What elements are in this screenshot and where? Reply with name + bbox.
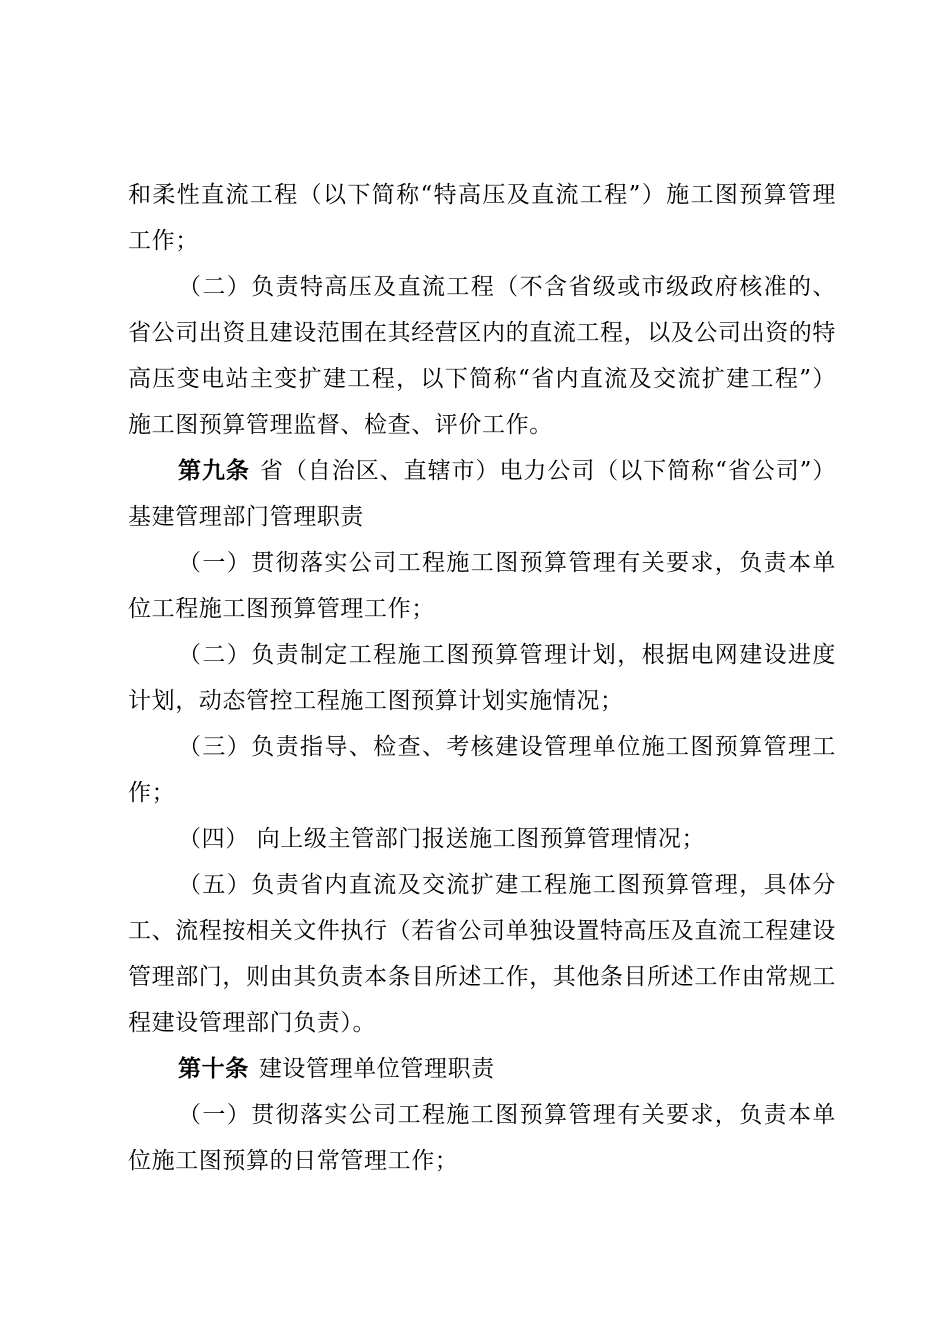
paragraph-continuation <box>128 172 836 264</box>
paragraph-text: （五）负责省内直流及交流扩建工程施工图预算管理，具体分工、流程按相关文件执行（若省公司单独设置特高压及直流工程建设管理部门，则由其负责本条目所述工作，其他条目所述工作由常规工程建设管理部门负责）。 <box>128 872 836 1036</box>
paragraph-text: 和柔性直流工程（以下简称“特高压及直流工程”）施工图预算管理工作； <box>128 182 836 254</box>
paragraph-text: （四） 向上级主管部门报送施工图预算管理情况； <box>178 826 706 852</box>
paragraph-item-4 <box>128 816 836 862</box>
article-number: 第九条 <box>178 458 250 484</box>
paragraph-text: （二）负责特高压及直流工程（不含省级或市级政府核准的、省公司出资且建设范围在其经营区内的直流工程，以及公司出资的特高压变电站主变扩建工程，以下简称“省内直流及交流扩建工程”） 施工图预算管理监督、检查、评价工作。 <box>128 274 836 438</box>
paragraph-text: （二）负责制定工程施工图预算管理计划，根据电网建设进度计划，动态管控工程施工图预算计划实施情况； <box>128 642 836 714</box>
paragraph-text: （一）贯彻落实公司工程施工图预算管理有关要求，负责本单位工程施工图预算管理工作； <box>128 550 836 622</box>
paragraph-item-2 <box>128 632 836 724</box>
paragraph-text: （一）贯彻落实公司工程施工图预算管理有关要求，负责本单位施工图预算的日常管理工作； <box>128 1102 836 1174</box>
article-number: 第十条 <box>178 1056 249 1082</box>
paragraph-item-2 <box>128 264 836 448</box>
paragraph-item-3 <box>128 724 836 816</box>
article-9-heading <box>128 448 836 540</box>
document-body <box>128 172 836 1184</box>
paragraph-item-5 <box>128 862 836 1046</box>
paragraph-text: 建设管理单位管理职责 <box>258 1056 495 1082</box>
paragraph-text: （三）负责指导、检查、考核建设管理单位施工图预算管理工作； <box>128 734 836 806</box>
paragraph-text: 省（自治区、直辖市）电力公司（以下简称“省公司”）基建管理部门管理职责 <box>128 458 836 530</box>
article-10-heading <box>128 1046 836 1092</box>
paragraph-item-1 <box>128 540 836 632</box>
paragraph-item-1 <box>128 1092 836 1184</box>
